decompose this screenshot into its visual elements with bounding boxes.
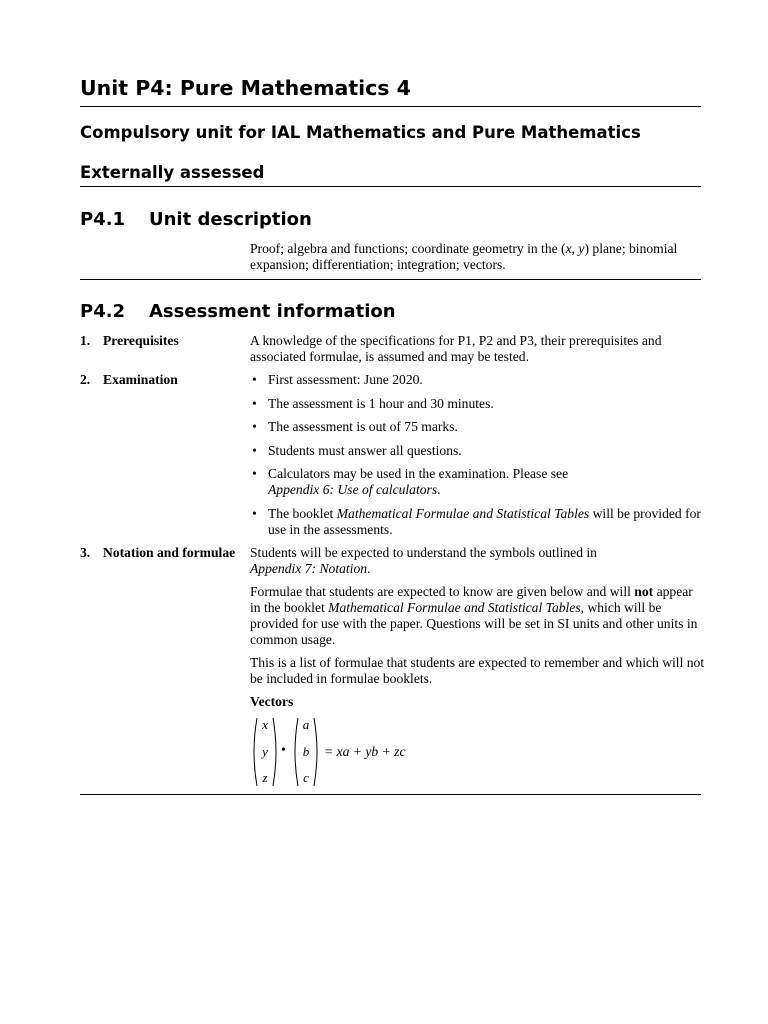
unit-description-text: Proof; algebra and functions; coordinate geometry in the (x, y) plane; binomial expansion; differentiation; integration; vectors. [250, 241, 678, 272]
vector-component: a [302, 717, 310, 732]
unit-title: Unit P4: Pure Mathematics 4 [80, 76, 411, 100]
formulae-list-paragraph: This is a list of formulae that students are expected to remember and which will not be included in formulae booklets. [250, 655, 705, 686]
list-item: • The booklet Mathematical Formulae and Statistical Tables will be provided for use in the assessments. [252, 505, 701, 537]
vector-component: b [302, 744, 310, 759]
notation-content [250, 545, 705, 788]
notation-paragraph: Students will be expected to understand the symbols outlined in Appendix 7: Notation. [250, 545, 597, 576]
list-item: • The assessment is out of 75 marks. [252, 419, 458, 434]
section-heading-unit-description [80, 209, 312, 230]
section-number: P4.1 [80, 209, 126, 230]
list-item: • Students must answer all questions. [252, 442, 462, 458]
prerequisites-text: A knowledge of the specifications for P1, P2 and P3, their prerequisites and associated formulae, is assumed and may be tested. [250, 333, 662, 364]
dot-product-formula [250, 716, 705, 788]
list-item: • The assessment is 1 hour and 30 minutes. [252, 395, 494, 411]
vector-component: z [262, 770, 268, 785]
title-rule [80, 106, 701, 107]
section-title: Assessment information [149, 301, 396, 322]
dot-operator: • [281, 743, 286, 758]
section-title: Unit description [149, 209, 312, 230]
list-item: • Calculators may be used in the examination. Please see Appendix 6: Use of calculators. [252, 466, 569, 497]
formulae-paragraph: Formulae that students are expected to know are given below and will not appear in the booklet Mathematical Formulae and Statistical Tables, which will be provided for use with the paper. Questions will be set in SI units and other units in common usage. [250, 584, 698, 647]
section-number: P4.2 [80, 301, 126, 322]
examination-list [250, 372, 705, 545]
dot-product-result: = xa + yb + zc [324, 744, 406, 759]
list-item: • First assessment: June 2020. [252, 372, 423, 387]
vectors-heading: Vectors [250, 694, 294, 709]
section-heading-assessment-information [80, 301, 396, 322]
unit-subtitle: Compulsory unit for IAL Mathematics and Pure Mathematics [80, 123, 641, 142]
assessment-type: Externally assessed [80, 163, 265, 182]
vector-component: c [303, 770, 309, 785]
examination-label: 2. Examination [80, 372, 178, 387]
subtitle-rule [80, 186, 701, 187]
section-rule [80, 279, 701, 280]
prerequisites-label: 1. Prerequisites [80, 333, 179, 348]
vector-component: x [262, 717, 268, 732]
bottom-rule [80, 794, 701, 795]
vector-component: y [262, 744, 268, 759]
notation-label: 3. Notation and formulae [80, 545, 236, 560]
